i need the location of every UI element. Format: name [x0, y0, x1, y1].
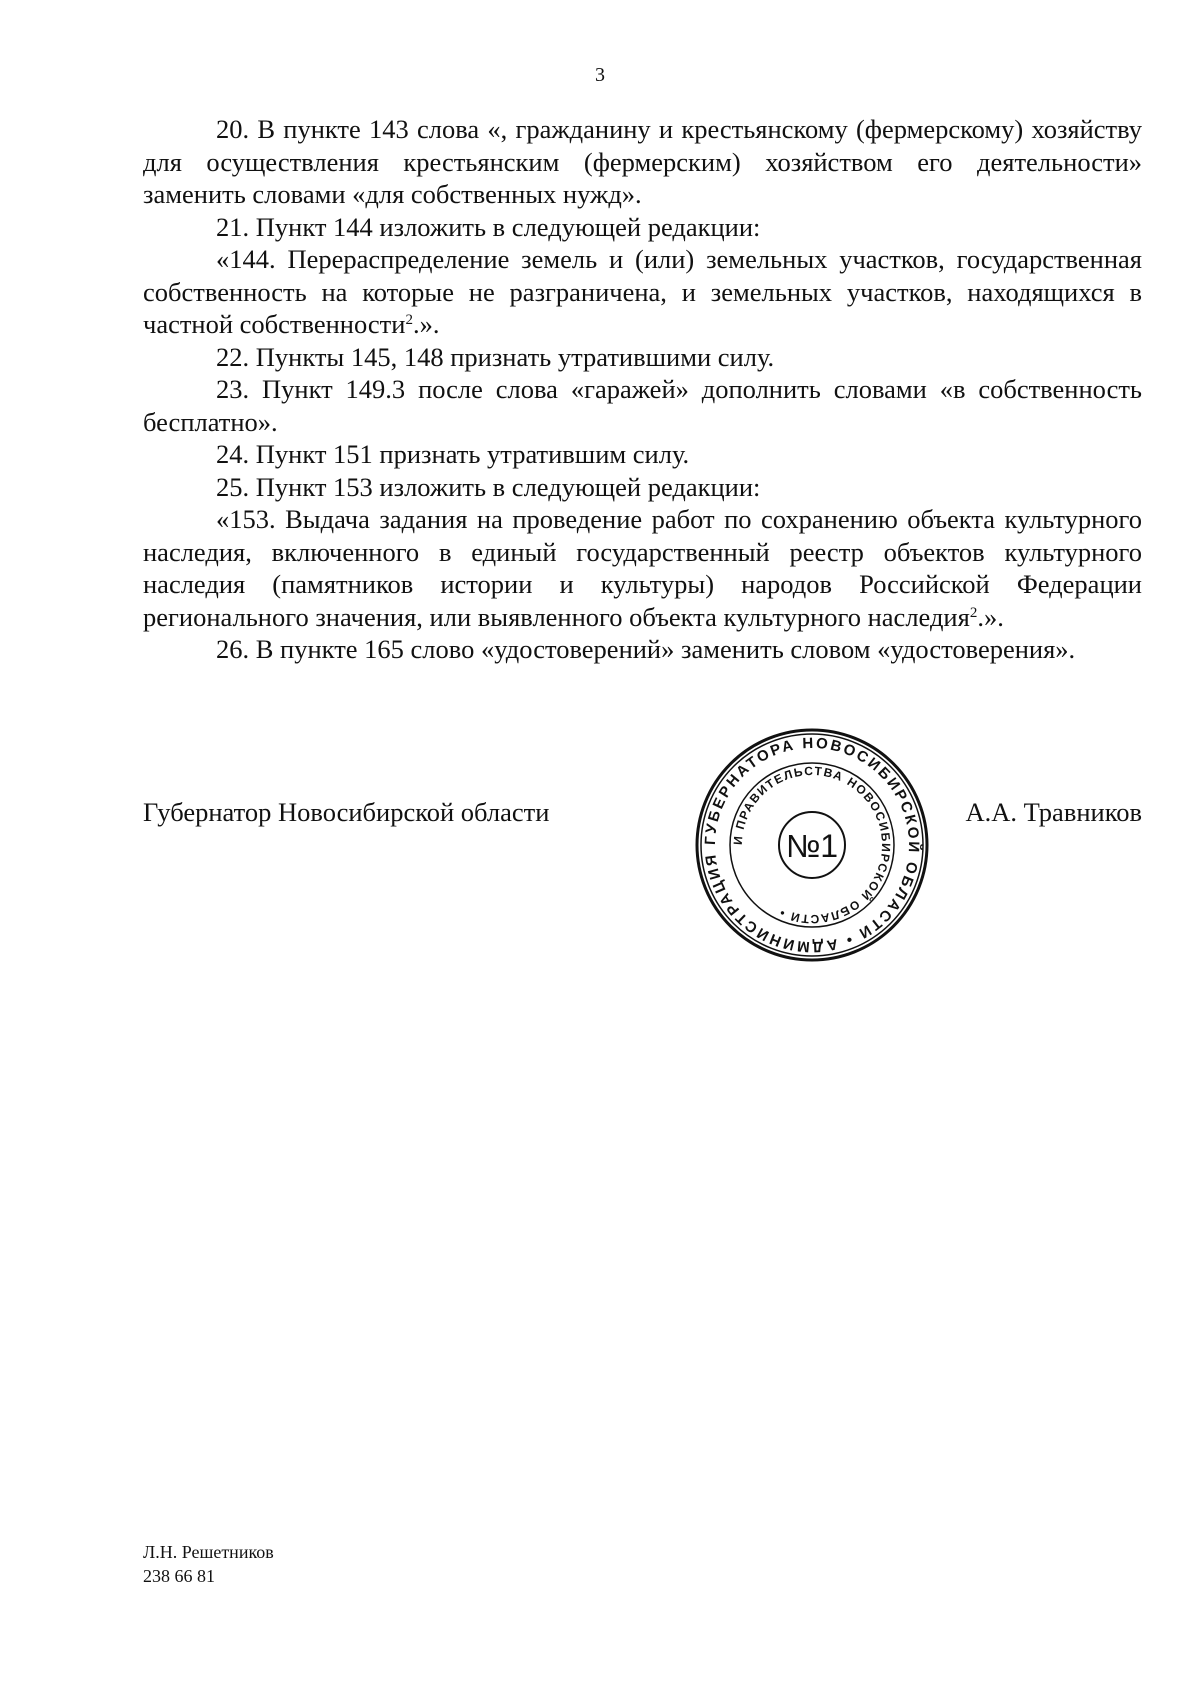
paragraph-item-25	[143, 471, 1142, 504]
executor-block	[143, 1540, 274, 1588]
paragraph-text: 23. Пункт 149.3 после слова «гаражей» дополнить словами «в собственность бесплатно».	[143, 374, 1142, 437]
executor-phone: 238 66 81	[143, 1566, 215, 1586]
paragraph-item-23	[143, 373, 1142, 438]
executor-name: Л.Н. Решетников	[143, 1542, 274, 1562]
paragraph-item-144-quote	[143, 243, 1142, 341]
paragraph-item-24	[143, 438, 1142, 471]
paragraph-text: «153. Выдача задания на проведение работ по сохранению объекта культурного наследия, включенного в единый государственный реестр объектов культурного наследия (памятников истории и культуры) народов Российской Федерации регионального значения, или выявленного объекта культурного наследия	[143, 504, 1142, 632]
document-body	[143, 113, 1142, 666]
seal-inner-text: И ПРАВИТЕЛЬСТВА НОВОСИБИРСКОЙ ОБЛАСТИ •	[730, 763, 894, 927]
paragraph-item-26	[143, 633, 1142, 666]
paragraph-text: «144. Перераспределение земель и (или) земельных участков, государственная собственность на которые не разграничена, и земельных участков, находящихся в частной собственности	[143, 244, 1142, 339]
paragraph-text: 20. В пункте 143 слова «, гражданину и крестьянскому (фермерскому) хозяйству для осуществления крестьянским (фермерским) хозяйством его деятельности» заменить словами «для собственных нужд».	[143, 114, 1142, 209]
paragraph-text: 26. В пункте 165 слово «удостоверений» заменить словом «удостоверения».	[216, 634, 1076, 664]
paragraph-item-153-quote	[143, 503, 1142, 633]
paragraph-text: 21. Пункт 144 изложить в следующей редакции:	[216, 211, 761, 242]
footnote-reference: 2	[969, 604, 978, 621]
signatory-name: А.А. Травников	[965, 797, 1142, 827]
paragraph-text-tail: .».	[977, 601, 1004, 632]
seal-outer-text: ГУБЕРНАТОРА НОВОСИБИРСКОЙ ОБЛАСТИ • АДМИНИСТРАЦИЯ	[701, 734, 923, 956]
signatory-title: Губернатор Новосибирской области	[143, 797, 550, 827]
signature-block	[143, 792, 1142, 832]
paragraph-text-tail: .».	[412, 309, 440, 339]
paragraph-text: 25. Пункт 153 изложить в следующей редакции:	[216, 471, 761, 502]
paragraph-item-22	[143, 341, 1142, 374]
official-seal	[694, 727, 930, 963]
paragraph-item-20	[143, 113, 1142, 211]
page-number: 3	[595, 64, 605, 86]
paragraph-item-21	[143, 211, 1142, 244]
paragraph-text: 24. Пункт 151 признать утратившим силу.	[216, 439, 690, 469]
footnote-reference: 2	[405, 312, 413, 328]
seal-center-text: №1	[785, 828, 839, 864]
paragraph-text: 22. Пункты 145, 148 признать утратившими силу.	[216, 341, 775, 372]
